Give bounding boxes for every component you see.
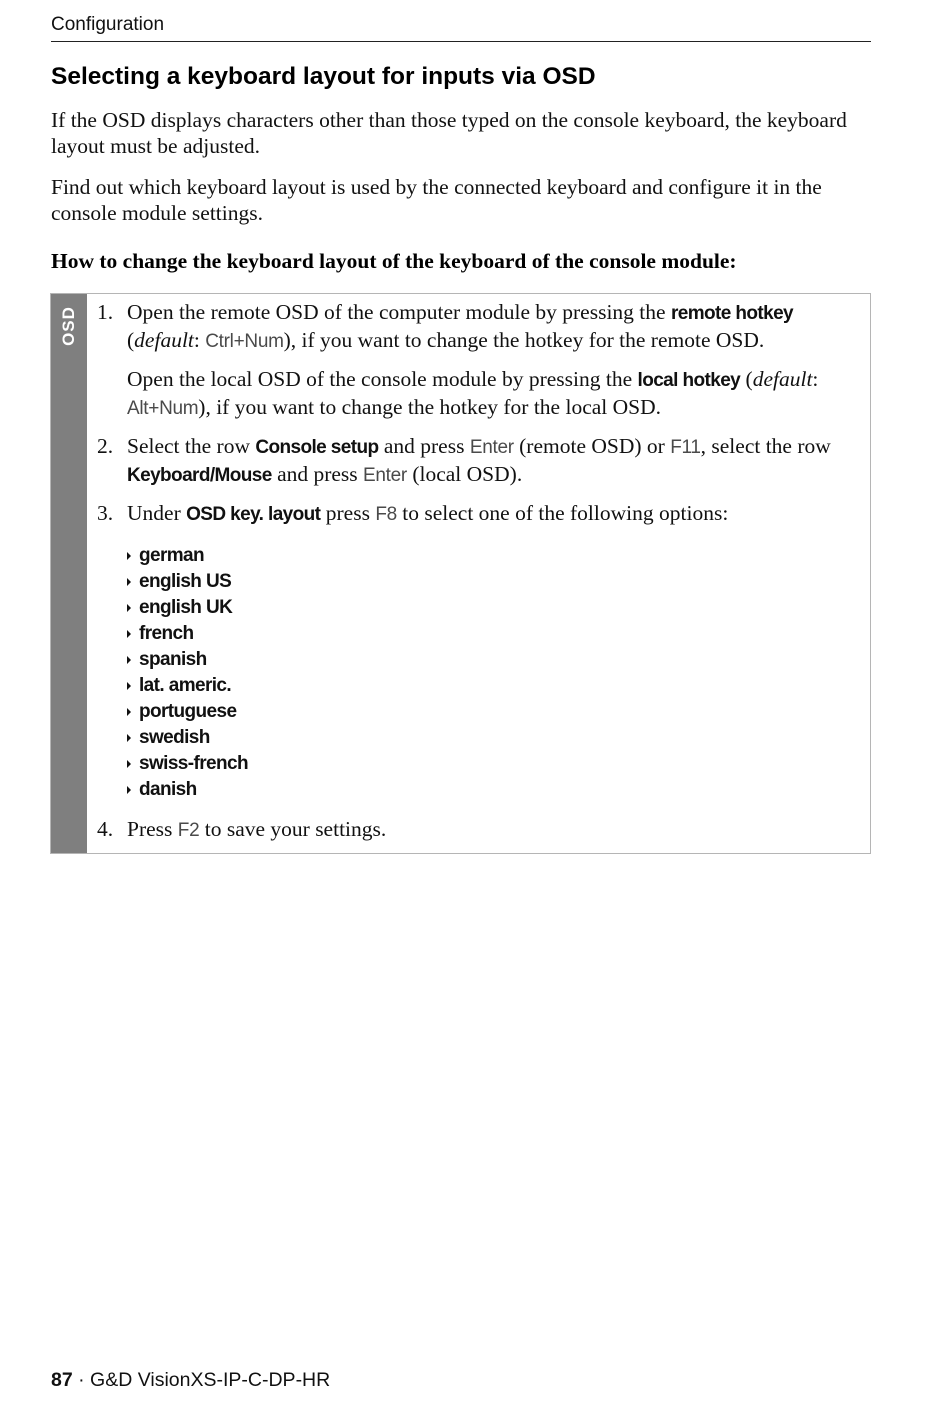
step-text: press — [320, 501, 376, 525]
section-title: Selecting a keyboard layout for inputs via OSD — [51, 63, 596, 90]
step-number: 3. — [97, 501, 114, 525]
step-text: Select the row — [127, 434, 256, 458]
step-text: , select the row — [700, 434, 831, 458]
list-item — [127, 673, 248, 699]
local-hotkey-term: local hotkey — [637, 370, 741, 391]
step-number: 1. — [97, 300, 114, 324]
f2-key: F2 — [177, 820, 200, 841]
step-3-text — [127, 500, 867, 528]
enter-key: Enter — [363, 465, 407, 486]
bullet-triangle-icon — [127, 630, 131, 638]
intro-paragraph: If the OSD displays characters other than those typed on the console keyboard, the keyboard layout must be adjusted. — [51, 108, 847, 158]
list-item — [127, 699, 248, 725]
bullet-triangle-icon — [127, 682, 131, 690]
console-setup-row: Console setup — [255, 437, 379, 458]
osd-sidebar — [51, 294, 87, 853]
step-text: Under — [127, 501, 187, 525]
bullet-triangle-icon — [127, 760, 131, 768]
list-item — [127, 725, 248, 751]
option-label: french — [139, 623, 194, 644]
step-3 — [97, 500, 867, 528]
step-text: (remote OSD) or — [513, 434, 671, 458]
step-text: Press — [127, 817, 178, 841]
list-item — [127, 543, 248, 569]
bullet-triangle-icon — [127, 604, 131, 612]
remote-hotkey-term: remote hotkey — [670, 303, 794, 324]
product-name: G&D VisionXS-IP-C-DP-HR — [90, 1369, 331, 1391]
step-1-remote-text — [127, 299, 867, 355]
step-text: ), if you want to change the hotkey for the local OSD. — [198, 395, 662, 419]
option-label: danish — [139, 779, 197, 800]
step-2 — [97, 433, 867, 489]
option-label: lat. americ. — [139, 675, 232, 696]
osd-tag-label: OSD — [59, 306, 78, 346]
step-4 — [97, 816, 867, 844]
page-number: 87 — [51, 1369, 73, 1391]
step-text: to save your settings. — [199, 817, 387, 841]
step-text: ( — [127, 328, 135, 352]
step-text: ( — [740, 367, 753, 391]
layout-options-list — [127, 543, 248, 803]
f11-key: F11 — [670, 437, 701, 458]
step-text: and press — [271, 462, 364, 486]
osd-key-layout-setting: OSD key. layout — [186, 504, 321, 525]
step-text: : — [193, 328, 206, 352]
step-text: (local OSD). — [406, 462, 523, 486]
howto-heading: How to change the keyboard layout of the keyboard of the console module: — [51, 249, 737, 273]
default-label: default — [134, 328, 194, 352]
bullet-triangle-icon — [127, 786, 131, 794]
step-text: Open the local OSD of the console module by pressing the — [127, 367, 638, 391]
keyboard-mouse-row: Keyboard/Mouse — [127, 465, 272, 486]
page-footer — [51, 1369, 330, 1392]
local-hotkey-key: Alt+Num — [127, 398, 199, 419]
option-label: swiss-french — [139, 753, 248, 774]
bullet-triangle-icon — [127, 708, 131, 716]
step-1-local — [97, 366, 867, 422]
step-text: ), if you want to change the hotkey for the remote OSD. — [283, 328, 765, 352]
enter-key: Enter — [469, 437, 514, 458]
step-number: 4. — [97, 817, 114, 841]
header-divider — [51, 41, 871, 42]
footer-separator: · — [72, 1369, 91, 1391]
step-text: to select one of the following options: — [396, 501, 729, 525]
bullet-triangle-icon — [127, 552, 131, 560]
option-label: portuguese — [139, 701, 237, 722]
list-item — [127, 569, 248, 595]
step-text: and press — [378, 434, 470, 458]
default-label: default — [752, 367, 813, 391]
step-number: 2. — [97, 434, 114, 458]
bullet-triangle-icon — [127, 734, 131, 742]
option-label: english US — [139, 571, 232, 592]
list-item — [127, 751, 248, 777]
option-label: english UK — [139, 597, 233, 618]
step-2-text — [127, 433, 867, 489]
list-item — [127, 777, 248, 803]
remote-hotkey-key: Ctrl+Num — [205, 331, 284, 352]
instruction-paragraph: Find out which keyboard layout is used by the connected keyboard and configure it in the console module settings. — [51, 175, 822, 225]
f8-key: F8 — [375, 504, 397, 525]
osd-instruction-box — [50, 293, 871, 854]
step-1-local-text — [127, 366, 867, 422]
option-label: swedish — [139, 727, 210, 748]
bullet-triangle-icon — [127, 578, 131, 586]
bullet-triangle-icon — [127, 656, 131, 664]
option-label: german — [139, 545, 205, 566]
list-item — [127, 621, 248, 647]
step-4-text — [127, 816, 867, 844]
option-label: spanish — [139, 649, 207, 670]
running-header: Configuration — [51, 14, 165, 35]
step-text: Open the remote OSD of the computer module by pressing the — [127, 300, 671, 324]
list-item — [127, 595, 248, 621]
list-item — [127, 647, 248, 673]
step-1 — [97, 299, 867, 355]
step-text: : — [812, 367, 819, 391]
